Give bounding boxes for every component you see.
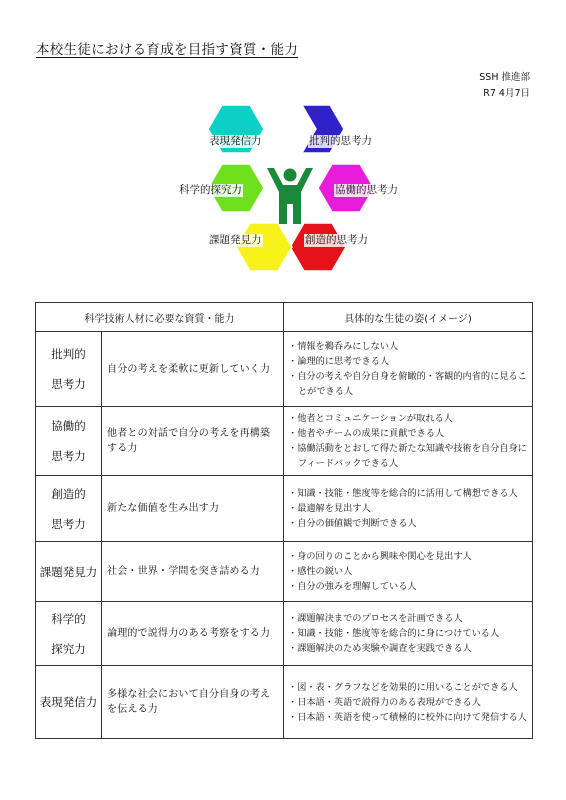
example-item: ・ 図・表・グラフなどを効果的に用いることができる人 (288, 680, 528, 695)
person-head (284, 169, 297, 182)
examples-cell (284, 666, 533, 739)
person-icon (267, 168, 313, 224)
example-item: ・ 論理的に思考できる人 (288, 354, 528, 369)
category-line: 表現発信力 (39, 695, 98, 709)
example-item: ・ 協働活動をとおして得た新たな知識や技術を自分自身にフィードバックできる人 (288, 441, 528, 471)
ability-cell: 多様な社会において自分自身の考えを伝える力 (102, 666, 284, 739)
table-row (36, 602, 533, 666)
column-header: 具体的な生徒の姿(イメージ) (284, 303, 533, 332)
example-item: ・ 課題解決のため実験や調査を実践できる人 (288, 641, 528, 656)
category-line: 思考力 (51, 516, 86, 531)
category-line: 課題発見力 (39, 564, 98, 579)
hex-label: 課題発見力 (209, 234, 262, 246)
category-line: 探究力 (51, 641, 86, 656)
example-item: ・ 知識・技能・態度等を総合的に身につけている人 (288, 626, 528, 641)
hexagon-創造的思考力 (290, 223, 346, 271)
category-cell (36, 407, 102, 476)
hexagon-課題発見力 (236, 223, 292, 271)
hex-label: 表現発信力 (209, 135, 262, 147)
example-item: ・ 知識・技能・態度等を総合的に活用して構想できる人 (288, 486, 528, 501)
ability-cell: 他者との対話で自分の考えを再構築する力 (102, 407, 284, 476)
hex-label: 批判的思考力 (309, 135, 372, 147)
example-item: ・ 自分の価値観で判断できる人 (288, 516, 528, 531)
category-line: 批判的 (51, 347, 86, 361)
competency-table (35, 302, 533, 739)
category-line: 思考力 (51, 449, 86, 463)
table-row (36, 666, 533, 739)
ability-cell: 社会・世界・学問を突き詰める力 (102, 542, 284, 602)
example-item: ・ 自分の考えや自分自身を俯瞰的・客観的内省的に見ることができる人 (288, 369, 528, 399)
department: SSH 推進部 (479, 72, 530, 83)
example-item: ・ 情報を鵜呑みにしない人 (288, 339, 528, 354)
table-row (36, 407, 533, 476)
category-line: 思考力 (51, 377, 86, 391)
table-row (36, 332, 533, 407)
example-item: ・ 最適解を見出す人 (288, 501, 528, 516)
category-line: 協働的 (51, 419, 86, 433)
category-cell (36, 332, 102, 407)
examples-cell (284, 602, 533, 666)
ability-cell: 新たな価値を生み出す力 (102, 476, 284, 542)
example-item: ・ 日本語・英語を使って積極的に校外に向けて発信する人 (288, 710, 528, 725)
table-row (36, 542, 533, 602)
hex-label: 協働的思考力 (335, 184, 398, 196)
competency-diagram (170, 102, 410, 282)
category-cell (36, 542, 102, 602)
category-line: 科学的 (51, 611, 86, 626)
column-header: 科学技術人材に必要な資質・能力 (36, 303, 284, 332)
examples-cell (284, 332, 533, 407)
category-cell (36, 602, 102, 666)
table-header-row (36, 303, 533, 332)
example-item: ・ 自分の強みを理解している人 (288, 579, 528, 594)
date: R7 4月7日 (483, 88, 530, 99)
hex-label: 科学的探究力 (179, 184, 242, 196)
example-item: ・ 身の回りのことから興味や関心を見出す人 (288, 549, 528, 564)
examples-cell (284, 476, 533, 542)
example-item: ・ 他者やチームの成果に貢献できる人 (288, 426, 528, 441)
category-line: 創造的 (51, 486, 86, 501)
document-meta (479, 70, 530, 102)
hex-label: 創造的思考力 (305, 234, 368, 246)
ability-cell: 論理的で説得力のある考察をする力 (102, 602, 284, 666)
example-item: ・ 日本語・英語で説得力のある表現ができる人 (288, 695, 528, 710)
category-cell (36, 476, 102, 542)
example-item: ・ 他者とコミュニケーションが取れる人 (288, 411, 528, 426)
examples-cell (284, 542, 533, 602)
category-cell (36, 666, 102, 739)
example-item: ・ 感性の鋭い人 (288, 564, 528, 579)
table-row (36, 476, 533, 542)
examples-cell (284, 407, 533, 476)
ability-cell: 自分の考えを柔軟に更新していく力 (102, 332, 284, 407)
page-title: 本校生徒における育成を目指す資質・能力 (36, 42, 299, 58)
example-item: ・ 課題解決までのプロセスを計画できる人 (288, 611, 528, 626)
